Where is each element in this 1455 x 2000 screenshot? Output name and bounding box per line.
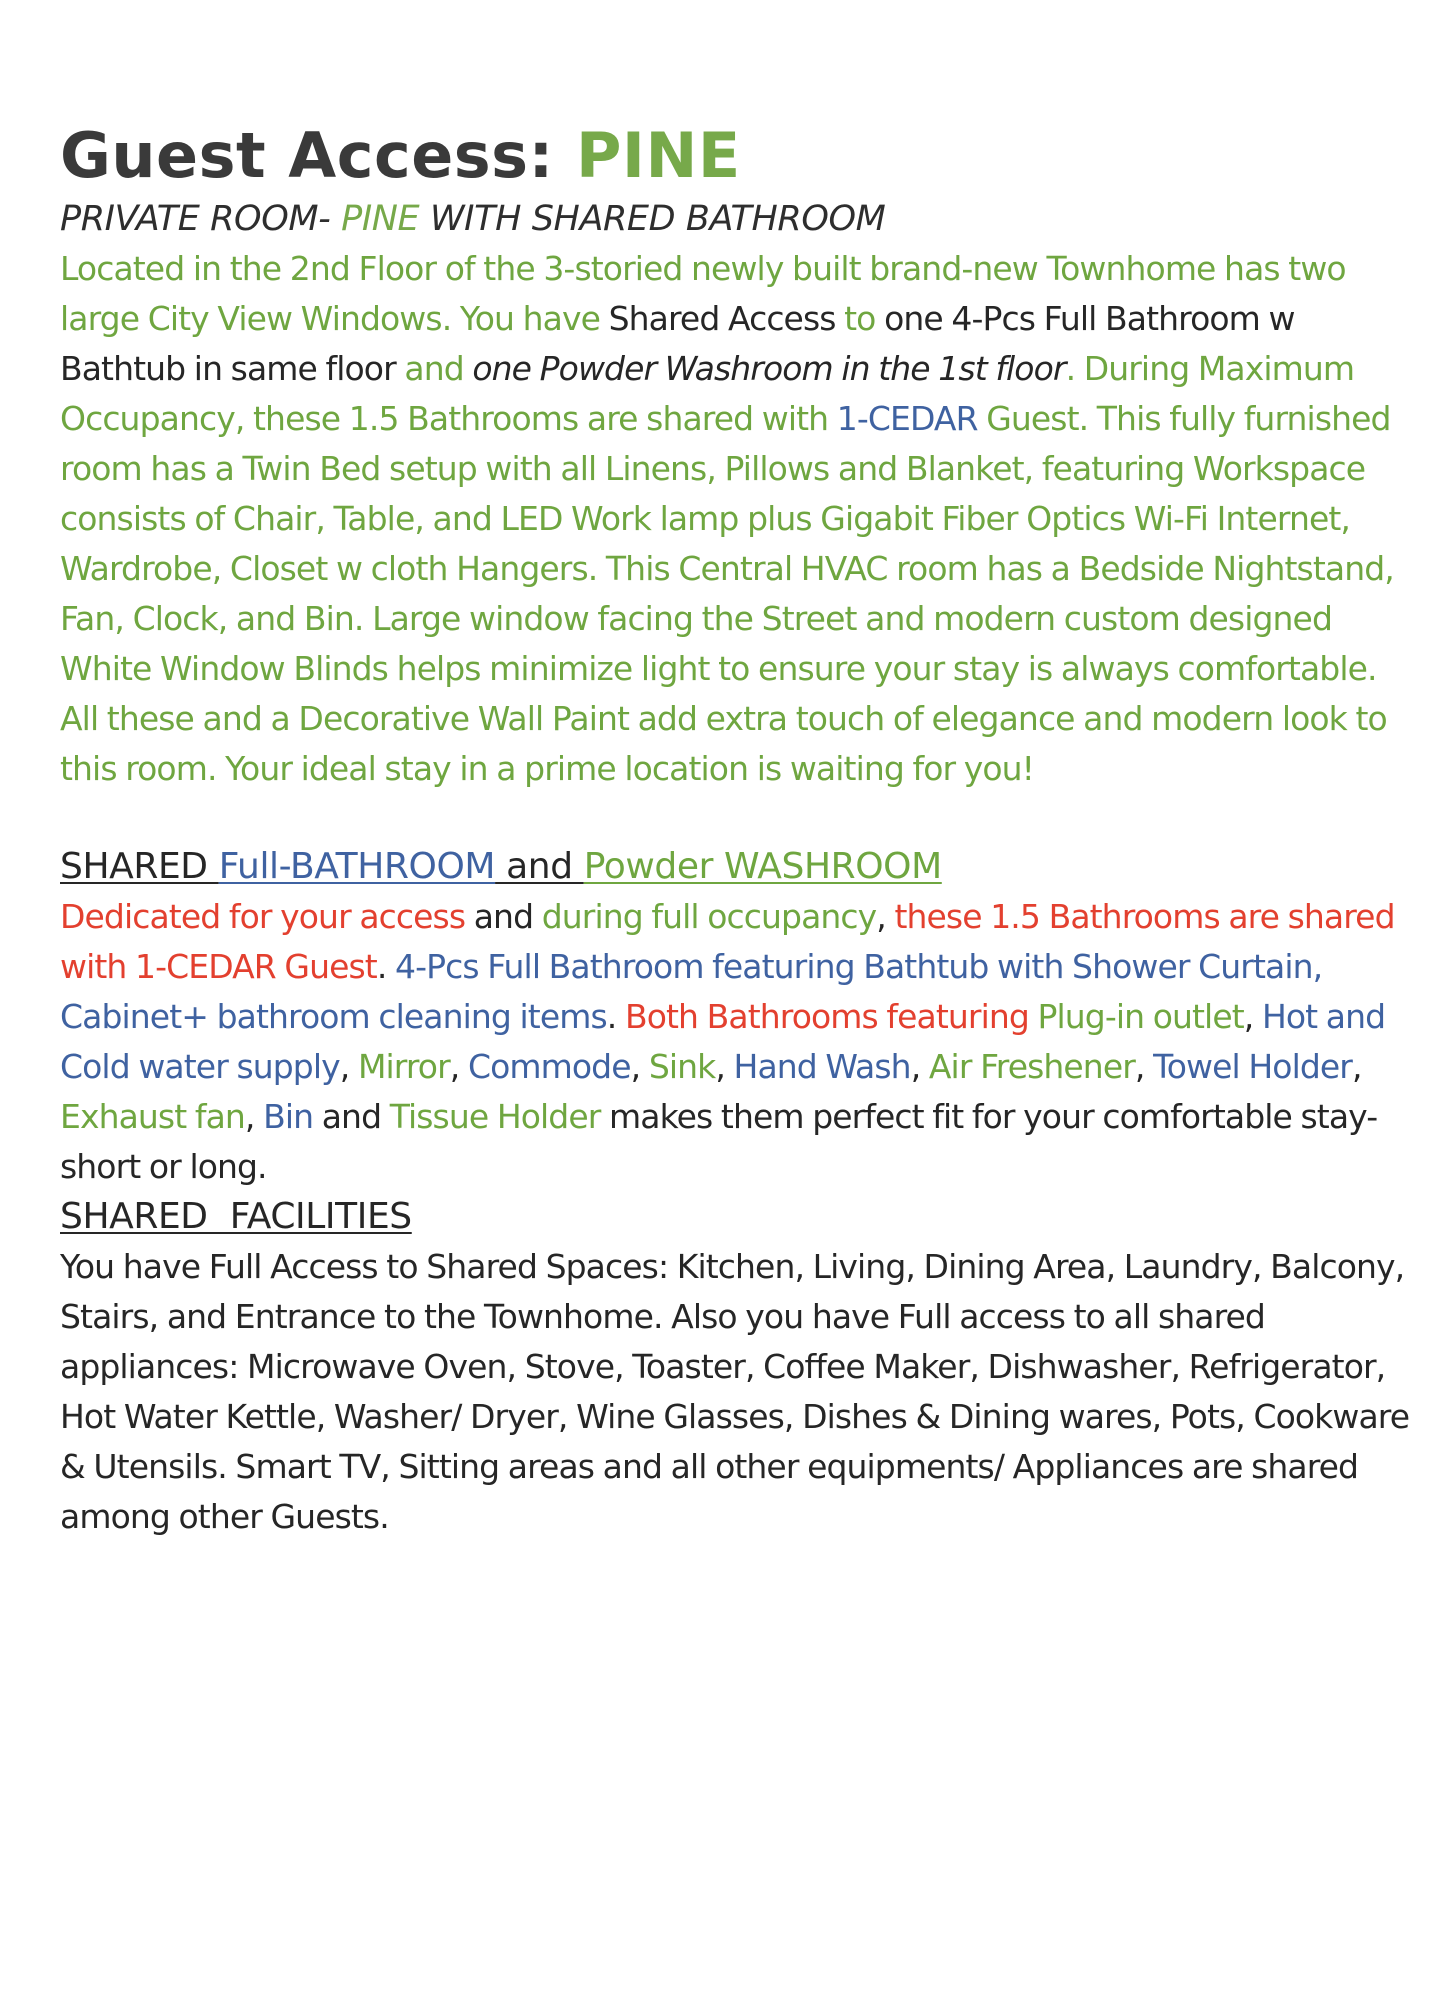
document-content xyxy=(60,118,1410,1542)
room-description xyxy=(60,244,1410,794)
bath-text: and xyxy=(313,1097,390,1136)
bath-feature: Air Freshener xyxy=(928,1047,1135,1086)
bath-feature: Exhaust fan xyxy=(60,1097,245,1136)
room-desc-cedar: 1-CEDAR xyxy=(836,399,978,438)
heading-full-bathroom: Full-BATHROOM xyxy=(218,846,496,887)
bath-feature: Mirror xyxy=(357,1047,450,1086)
bath-text: , xyxy=(339,1047,358,1086)
bath-text: , xyxy=(876,897,895,936)
section-spacer xyxy=(60,794,1410,842)
bath-feature: Towel Holder xyxy=(1153,1047,1352,1086)
bath-text: , xyxy=(715,1047,734,1086)
page-title xyxy=(60,118,1410,194)
heading-powder-washroom: Powder WASHROOM xyxy=(583,846,942,887)
heading-shared: SHARED xyxy=(60,846,219,887)
room-desc-and: and xyxy=(395,349,473,388)
bath-feature: Bin xyxy=(263,1097,314,1136)
bath-text: and xyxy=(465,897,542,936)
bath-feature: Hand Wash xyxy=(733,1047,911,1086)
bath-text: , xyxy=(630,1047,649,1086)
bath-text: 4-Pcs Full Bathroom featuring Bathtub with Shower Curtain, Cabinet+ bathroom cleaning items xyxy=(60,947,1323,1036)
bath-text: . xyxy=(606,997,625,1036)
bath-text: . xyxy=(376,947,396,986)
bath-text: , xyxy=(910,1047,929,1086)
subtitle-part-2: WITH SHARED BATHROOM xyxy=(419,199,886,239)
subtitle-room-name: PINE xyxy=(341,199,420,239)
room-desc-features: Guest. This fully furnished room has a Twin Bed setup with all Linens, Pillows and Blanket, featuring Workspace consists of Chair, Table, and LED Work lamp plus Gigabit Fiber Optics Wi-Fi Internet, Wardrobe, Closet w cloth Hangers. This Central HVAC room has a Bedside Nightstand, Fan, Clock, and Bin. Large window facing the Street and modern custom designed White Window Blinds helps minimize light to ensure your stay is always comfortable. All these and a Decorative Wall Paint add extra touch of elegance and modern look to this room. Your ideal stay in a prime location is waiting for you! xyxy=(60,399,1394,788)
room-desc-shared-access: Shared Access xyxy=(608,299,836,338)
title-prefix: Guest Access: xyxy=(60,119,576,192)
room-desc-powder-washroom: one Powder Washroom in the 1st floor xyxy=(472,349,1066,388)
room-desc-full-bathroom: one 4-Pcs Full Bathroom w Bathtub in same floor xyxy=(60,299,1295,388)
heading-and: and xyxy=(495,846,584,887)
bath-text: makes them perfect fit for your comfortable stay- short or long. xyxy=(60,1097,1378,1186)
page-subtitle xyxy=(60,194,1410,244)
bath-text: these 1.5 Bathrooms are shared with 1-CEDAR Guest xyxy=(60,897,1395,986)
bath-feature: Commode xyxy=(467,1047,631,1086)
bath-text: , xyxy=(1243,997,1262,1036)
bath-text: during full occupancy xyxy=(541,897,877,936)
bath-text: , xyxy=(449,1047,468,1086)
title-room-name: PINE xyxy=(575,119,741,192)
room-desc-to: to xyxy=(835,299,885,338)
bathroom-description xyxy=(60,892,1410,1192)
facilities-heading-text: SHARED FACILITIES xyxy=(60,1196,412,1237)
bath-text: Both Bathrooms featuring xyxy=(624,997,1038,1036)
bath-feature: Plug-in outlet xyxy=(1037,997,1244,1036)
bathroom-section-heading xyxy=(60,842,1410,892)
bath-feature: Sink xyxy=(648,1047,716,1086)
subtitle-part-1: PRIVATE ROOM- xyxy=(60,199,342,239)
bath-text: , xyxy=(1134,1047,1154,1086)
facilities-section-heading xyxy=(60,1192,1410,1242)
facilities-description: You have Full Access to Shared Spaces: Kitchen, Living, Dining Area, Laundry, Balcony, Stairs, and Entrance to the Townhome. Also you have Full access to all shared appliances: Microwave Oven, Stove, Toaster, Coffee Maker, Dishwasher, Refrigerator, Hot Water Kettle, Washer/ Dryer, Wine Glasses, Dishes & Dining wares, Pots, Cookware & Utensils. Smart TV, Sitting areas and all other equipments/ Appliances are shared among other Guests. xyxy=(60,1247,1410,1536)
room-desc-occupancy: . During Maximum Occupancy, these 1.5 Bathrooms are shared with xyxy=(60,349,1355,438)
bath-text: , xyxy=(1351,1047,1362,1086)
bath-text: Dedicated for your access xyxy=(60,897,466,936)
room-desc-intro: Located in the 2nd Floor of the 3-storied newly built brand-new Townhome has two large City View Windows. You have xyxy=(60,249,1346,338)
bath-feature: Hot and Cold water supply xyxy=(60,997,1386,1086)
bath-text: , xyxy=(244,1097,264,1136)
bath-feature: Tissue Holder xyxy=(389,1097,601,1136)
